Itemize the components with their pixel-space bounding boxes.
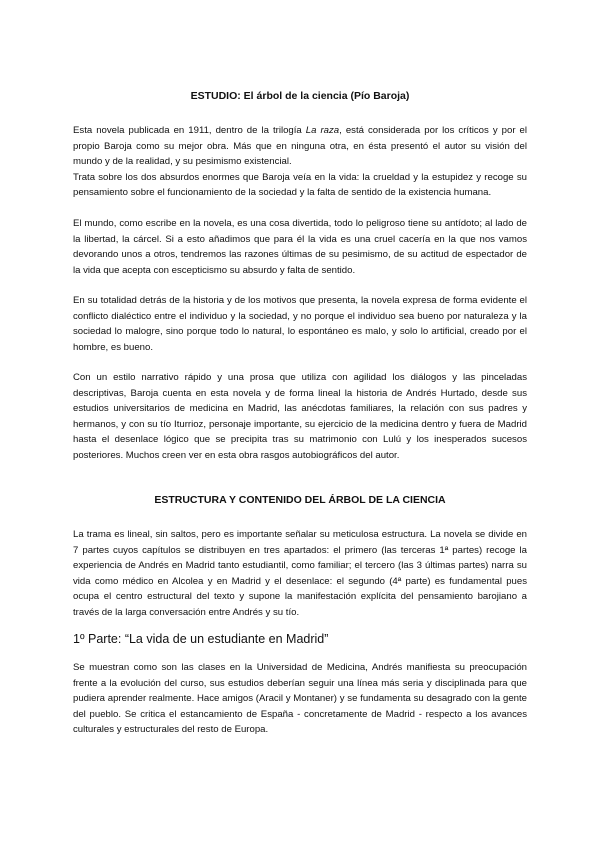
trilogy-title: La raza	[305, 125, 340, 136]
structure-paragraph: La trama es lineal, sin saltos, pero es importante señalar su meticulosa estructura. La novela se divide en 7 partes cuyos capítulos se distribuyen en tres apartados: el primero (las terceras 1ª partes) recoge la experiencia de Andrés en Madrid tanto estudiantil, como familiar; el tercero (las 3 últimas partes) narra su vida como médico en Alcolea y en Madrid y el desenlace: el segundo (4ª parte) es fundamental pues ocupa el centro estructural del texto y supone la manifestación explícita del pensamiento barojiano a través de la larga conversación entre Andrés y su tío.	[73, 529, 527, 618]
section-title: ESTRUCTURA Y CONTENIDO DEL ÁRBOL DE LA CIENCIA	[154, 494, 446, 506]
part1-paragraph: Se muestran como son las clases en la Universidad de Medicina, Andrés manifiesta su preocupación frente a la evolución del curso, sus estudios deberían seguir una línea más seria y disciplinada para que pudiera aprender realmente. Hace amigos (Aracil y Montaner) y se fundamenta su desagrado con la gente del pueblo. Se critica el estancamiento de España - concretamente de Madrid - respecto a los avances culturales y estructurales del resto de Europa.	[73, 662, 527, 735]
structure-block	[73, 527, 527, 620]
intro-text-end: , está considerada por los críticos y por el propio Baroja como su mejor obra. Más que en ninguna otra, en ésta presentó el autor su visión del mundo y de la realidad, y su pesimismo existencial.	[73, 125, 527, 167]
body-paragraph: El mundo, como escribe en la novela, es una cosa divertida, todo lo peligroso tiene su antídoto; al lado de la libertad, la cárcel. Si a esto añadimos que para él la vida es una cruel cacería en la que nos vamos devorando unos a otros, tendremos las razones últimas de su pesimismo, de su actitud de espectador de la vida que acepta con escepticismo su absurdo y falta de sentido.	[73, 218, 527, 276]
intro-text-start: Esta novela publicada en 1911, dentro de la trilogía	[73, 125, 306, 136]
part1-heading: 1º Parte: “La vida de un estudiante en Madrid”	[73, 632, 329, 646]
intro-block	[73, 123, 527, 201]
paragraph-block-2	[73, 293, 527, 355]
intro-paragraph	[73, 123, 527, 170]
body-paragraph: En su totalidad detrás de la historia y de los motivos que presenta, la novela expresa de forma evidente el conflicto dialéctico entre el individuo y la sociedad, y no porque el individuo sea bueno por naturaleza y la sociedad lo malogre, sino porque todo lo natural, lo espontáneo es malo, y solo lo artificial, creado por el hombre, es bueno.	[73, 295, 527, 353]
intro-paragraph-2: Trata sobre los dos absurdos enormes que Baroja veía en la vida: la crueldad y la estupidez y recoge su pensamiento sobre el funcionamiento de la sociedad y la falta de sentido de la existencia humana.	[73, 171, 527, 198]
part1-block	[73, 660, 527, 738]
document-title: ESTUDIO: El árbol de la ciencia (Pío Baroja)	[190, 90, 410, 102]
paragraph-block-3	[73, 370, 527, 463]
body-paragraph: Con un estilo narrativo rápido y una prosa que utiliza con agilidad los diálogos y las pinceladas descriptivas, Baroja cuenta en esta novela y de forma lineal la historia de Andrés Hurtado, desde sus estudios universitarios de medicina en Madrid, las anécdotas familiares, la relación con sus padres y hermanos, y con su tío Iturrioz, personaje importante, su ejercicio de la medicina dentro y fuera de Madrid hasta el desenlace lógico que se precipita tras su matrimonio con Lulú y los inesperados sucesos posteriores. Muchos creen ver en esta obra rasgos autobiográficos del autor.	[73, 372, 527, 461]
paragraph-block-1	[73, 216, 527, 278]
